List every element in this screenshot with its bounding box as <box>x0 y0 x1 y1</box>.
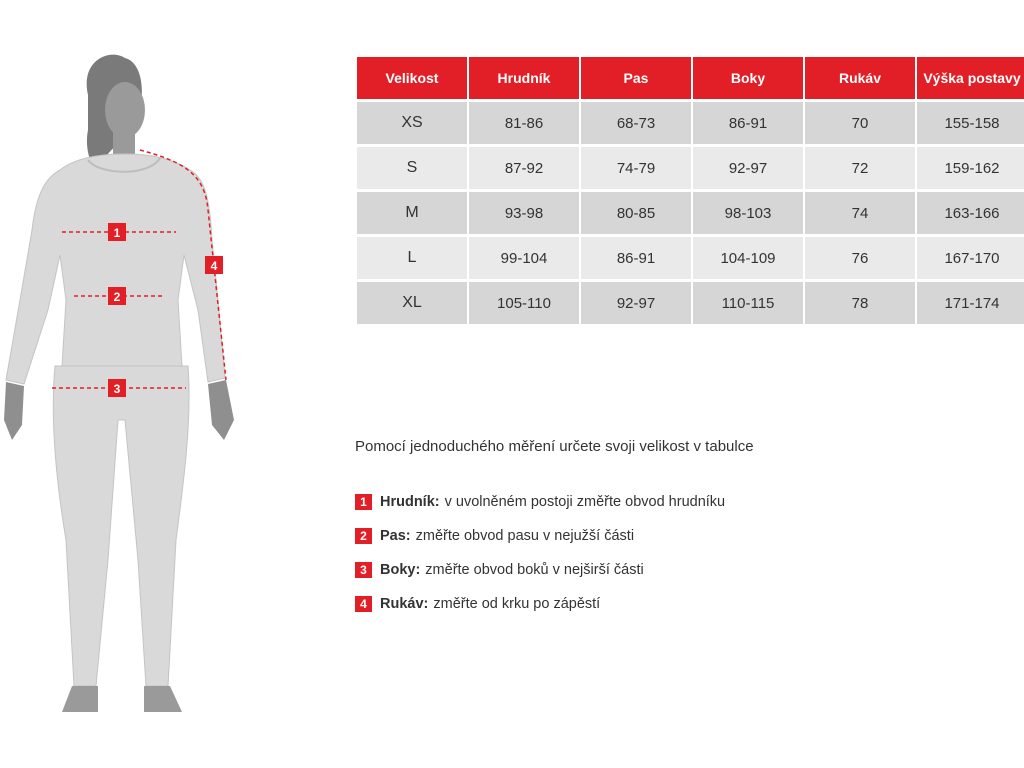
legend-item-chest <box>355 494 725 510</box>
cell-sleeve: 76 <box>805 237 915 279</box>
legend-text: změřte od krku po zápěstí <box>433 596 601 612</box>
cell-chest: 93-98 <box>469 192 579 234</box>
torso <box>6 154 225 384</box>
legend-item-hips <box>355 562 644 578</box>
cell-height: 155-158 <box>917 102 1024 144</box>
neck <box>113 132 135 154</box>
cell-waist: 86-91 <box>581 237 691 279</box>
marker-1: 1 <box>113 226 121 240</box>
cell-size: L <box>357 237 467 279</box>
cell-chest: 81-86 <box>469 102 579 144</box>
marker-2: 2 <box>113 290 121 304</box>
cell-waist: 80-85 <box>581 192 691 234</box>
cell-waist: 74-79 <box>581 147 691 189</box>
intro-text: Pomocí jednoduchého měření určete svoji velikost v tabulce <box>355 438 754 455</box>
table-row <box>357 192 1024 234</box>
legend-term: Hrudník: <box>380 494 440 510</box>
legs <box>53 366 189 686</box>
cell-size: S <box>357 147 467 189</box>
cell-sleeve: 70 <box>805 102 915 144</box>
body-measurement-figure <box>0 50 240 720</box>
size-table <box>355 54 1024 327</box>
legend-item-waist <box>355 528 634 544</box>
cell-waist: 92-97 <box>581 282 691 324</box>
left-hand <box>4 382 24 440</box>
legend-term: Rukáv: <box>380 596 429 612</box>
legend-number: 2 <box>355 528 372 544</box>
cell-hips: 92-97 <box>693 147 803 189</box>
legend-text: změřte obvod boků v nejširší části <box>425 562 644 578</box>
cell-chest: 99-104 <box>469 237 579 279</box>
legend-text: v uvolněném postoji změřte obvod hrudníku <box>444 494 726 510</box>
marker-3: 3 <box>113 382 121 396</box>
table-row <box>357 237 1024 279</box>
marker-4: 4 <box>210 259 218 273</box>
cell-size: XS <box>357 102 467 144</box>
cell-size: XL <box>357 282 467 324</box>
cell-height: 171-174 <box>917 282 1024 324</box>
cell-hips: 104-109 <box>693 237 803 279</box>
cell-height: 167-170 <box>917 237 1024 279</box>
cell-sleeve: 74 <box>805 192 915 234</box>
legend-text: změřte obvod pasu v nejužší části <box>415 528 635 544</box>
cell-height: 163-166 <box>917 192 1024 234</box>
cell-hips: 86-91 <box>693 102 803 144</box>
legend-term: Pas: <box>380 528 411 544</box>
cell-hips: 110-115 <box>693 282 803 324</box>
table-row <box>357 102 1024 144</box>
right-hand <box>208 380 234 440</box>
cell-waist: 68-73 <box>581 102 691 144</box>
header-rukav: Rukáv <box>805 57 915 99</box>
legend-term: Boky: <box>380 562 421 578</box>
table-row <box>357 147 1024 189</box>
face <box>105 82 145 138</box>
table-row <box>357 282 1024 324</box>
left-foot <box>62 686 98 712</box>
header-boky: Boky <box>693 57 803 99</box>
table-header-row <box>357 57 1024 99</box>
legend-number: 4 <box>355 596 372 612</box>
cell-sleeve: 78 <box>805 282 915 324</box>
cell-chest: 105-110 <box>469 282 579 324</box>
cell-size: M <box>357 192 467 234</box>
header-velikost: Velikost <box>357 57 467 99</box>
legend-item-sleeve <box>355 596 600 612</box>
header-pas: Pas <box>581 57 691 99</box>
right-foot <box>144 686 182 712</box>
cell-chest: 87-92 <box>469 147 579 189</box>
cell-sleeve: 72 <box>805 147 915 189</box>
header-hrudnik: Hrudník <box>469 57 579 99</box>
cell-hips: 98-103 <box>693 192 803 234</box>
legend-number: 3 <box>355 562 372 578</box>
header-vyska: Výška postavy <box>917 57 1024 99</box>
legend-number: 1 <box>355 494 372 510</box>
cell-height: 159-162 <box>917 147 1024 189</box>
